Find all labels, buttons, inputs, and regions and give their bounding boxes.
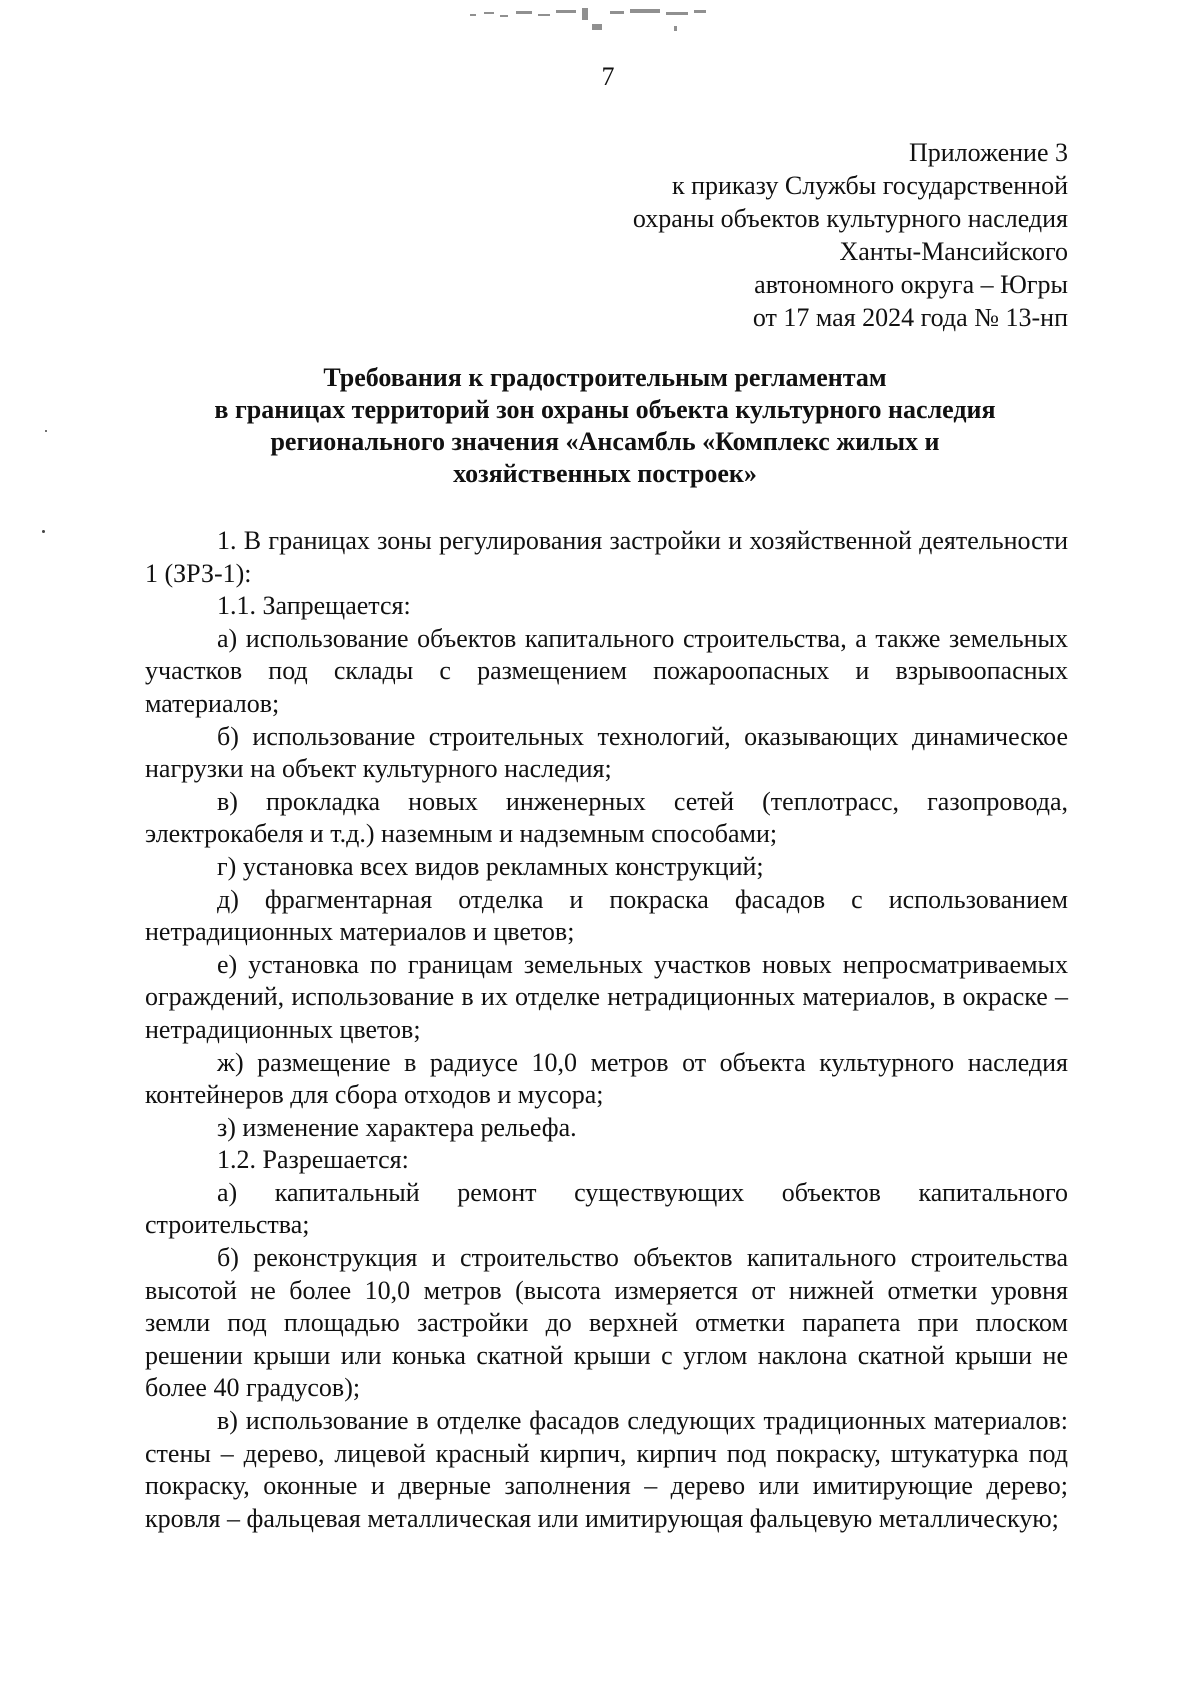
paragraph: 1. В границах зоны регулирования застройки и хозяйственной деятельности 1 (ЗРЗ-1): [145, 526, 1068, 588]
appendix-line: к приказу Службы государственной [671, 171, 1068, 200]
title-line: регионального значения «Ансамбль «Комплекс жилых и [270, 427, 940, 456]
title-line: Требования к градостроительным регламентам [323, 363, 887, 392]
paragraph: а) использование объектов капитального строительства, а также земельных участков под склады с размещением пожароопасных и взрывоопасных материалов; [145, 623, 1068, 718]
paragraph: б) реконструкция и строительство объектов капитального строительства высотой не более 10,0 метров (высота измеряется от нижней отметки уровня земли под площадью застройки до верхней отметки парапета при плоском решении крыши или конька скатной крыши с углом наклона скатной крыши не более 40 градусов); [145, 1243, 1068, 1403]
paragraph: в) использование в отделке фасадов следующих традиционных материалов: стены – дерево, лицевой красный кирпич, кирпич под покраску, штукатурка под покраску, оконные и дверные заполнения – дерево или имитирующие дерево; кровля – фальцевая металлическая или имитирующая фальцевую металлическую; [145, 1406, 1068, 1533]
title-line: хозяйственных построек» [453, 459, 757, 488]
appendix-line: Ханты-Мансийского [839, 237, 1068, 266]
paragraph: д) фрагментарная отделка и покраска фасадов с использованием нетрадиционных материалов и цветов; [145, 884, 1068, 947]
paragraph: 1.1. Запрещается: [217, 591, 411, 621]
paragraph: а) капитальный ремонт существующих объектов капитального строительства; [145, 1177, 1068, 1240]
page-number: 7 [601, 62, 615, 91]
appendix-line: охраны объектов культурного наследия [632, 204, 1068, 233]
paragraph: в) прокладка новых инженерных сетей (теплотрасс, газопровода, электрокабеля и т.д.) наземным и надземным способами; [145, 786, 1068, 849]
document-body [145, 525, 1068, 1535]
document-title [150, 362, 1060, 490]
scan-speck [45, 430, 47, 432]
paragraph: 1.2. Разрешается: [217, 1145, 409, 1175]
paragraph: з) изменение характера рельефа. [217, 1112, 577, 1142]
paragraph: е) установка по границам земельных участков новых непросматриваемых ограждений, использование в их отделке нетрадиционных материалов, в окраске – нетрадиционных цветов; [145, 949, 1068, 1044]
appendix-line: от 17 мая 2024 года № 13-нп [752, 303, 1068, 332]
paragraph: ж) размещение в радиусе 10,0 метров от объекта культурного наследия контейнеров для сбора отходов и мусора; [145, 1047, 1068, 1110]
appendix-line: Приложение 3 [908, 138, 1068, 167]
title-line: в границах территорий зон охраны объекта культурного наследия [214, 395, 996, 424]
scan-speck [42, 530, 45, 533]
paragraph: б) использование строительных технологий, оказывающих динамическое нагрузки на объект культурного наследия; [145, 721, 1068, 784]
paragraph: г) установка всех видов рекламных конструкций; [217, 851, 764, 881]
appendix-line: автономного округа – Югры [754, 270, 1068, 299]
scan-artifact [470, 6, 720, 36]
appendix-header [468, 136, 1068, 334]
